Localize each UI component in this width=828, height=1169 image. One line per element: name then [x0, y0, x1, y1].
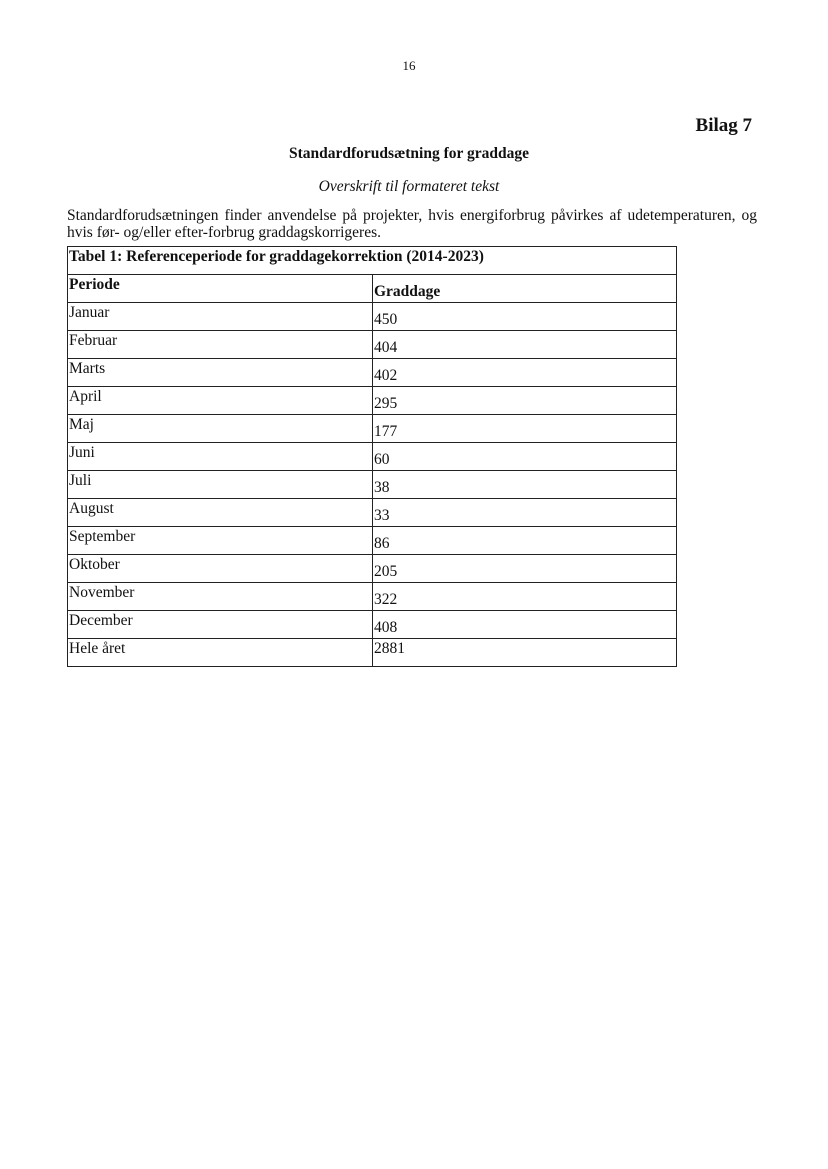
table-row [68, 443, 676, 471]
table-row [68, 471, 676, 499]
row-value: 86 [374, 535, 390, 552]
row-period: Juni [68, 443, 373, 470]
table-row [68, 387, 676, 415]
table-row [68, 611, 676, 639]
table-total-row [68, 639, 676, 666]
row-value: 450 [374, 311, 398, 328]
row-period: December [68, 611, 373, 638]
table-row [68, 415, 676, 443]
table-row [68, 303, 676, 331]
table-row [68, 359, 676, 387]
appendix-label: Bilag 7 [695, 115, 752, 136]
row-value: 404 [374, 339, 398, 356]
intro-paragraph: Standardforudsætningen finder anvendelse på projekter, hvis energiforbrug påvirkes af udetemperaturen, og hvis før- og/eller efter-forbrug graddagskorrigeres. [67, 207, 757, 241]
table-row [68, 331, 676, 359]
row-period: Juli [68, 471, 373, 498]
row-period: Oktober [68, 555, 373, 582]
row-period: Maj [68, 415, 373, 442]
document-title: Standardforudsætning for graddage [288, 145, 529, 162]
row-value: 402 [374, 367, 398, 384]
document-subtitle: Overskrift til formateret tekst [318, 178, 500, 195]
row-period: November [68, 583, 373, 610]
row-period: Februar [68, 331, 373, 358]
row-period: September [68, 527, 373, 554]
table-caption: Tabel 1: Referenceperiode for graddagekorrektion (2014-2023) [68, 247, 676, 275]
table-row [68, 555, 676, 583]
row-period: Januar [68, 303, 373, 330]
header-degree-days: Graddage [374, 283, 441, 300]
total-period: Hele året [68, 639, 373, 666]
table-header-row [68, 275, 676, 303]
page-number: 16 [402, 58, 416, 73]
total-value: 2881 [374, 640, 405, 657]
row-value: 295 [374, 395, 398, 412]
degree-days-table [67, 246, 677, 667]
row-value: 322 [374, 591, 398, 608]
row-value: 38 [374, 479, 390, 496]
row-value: 60 [374, 451, 390, 468]
row-period: April [68, 387, 373, 414]
row-value: 408 [374, 619, 398, 636]
header-period: Periode [68, 275, 373, 302]
table-row [68, 527, 676, 555]
table-row [68, 583, 676, 611]
table-row [68, 499, 676, 527]
row-period: Marts [68, 359, 373, 386]
row-value: 33 [374, 507, 390, 524]
row-value: 177 [374, 423, 398, 440]
row-period: August [68, 499, 373, 526]
row-value: 205 [374, 563, 398, 580]
